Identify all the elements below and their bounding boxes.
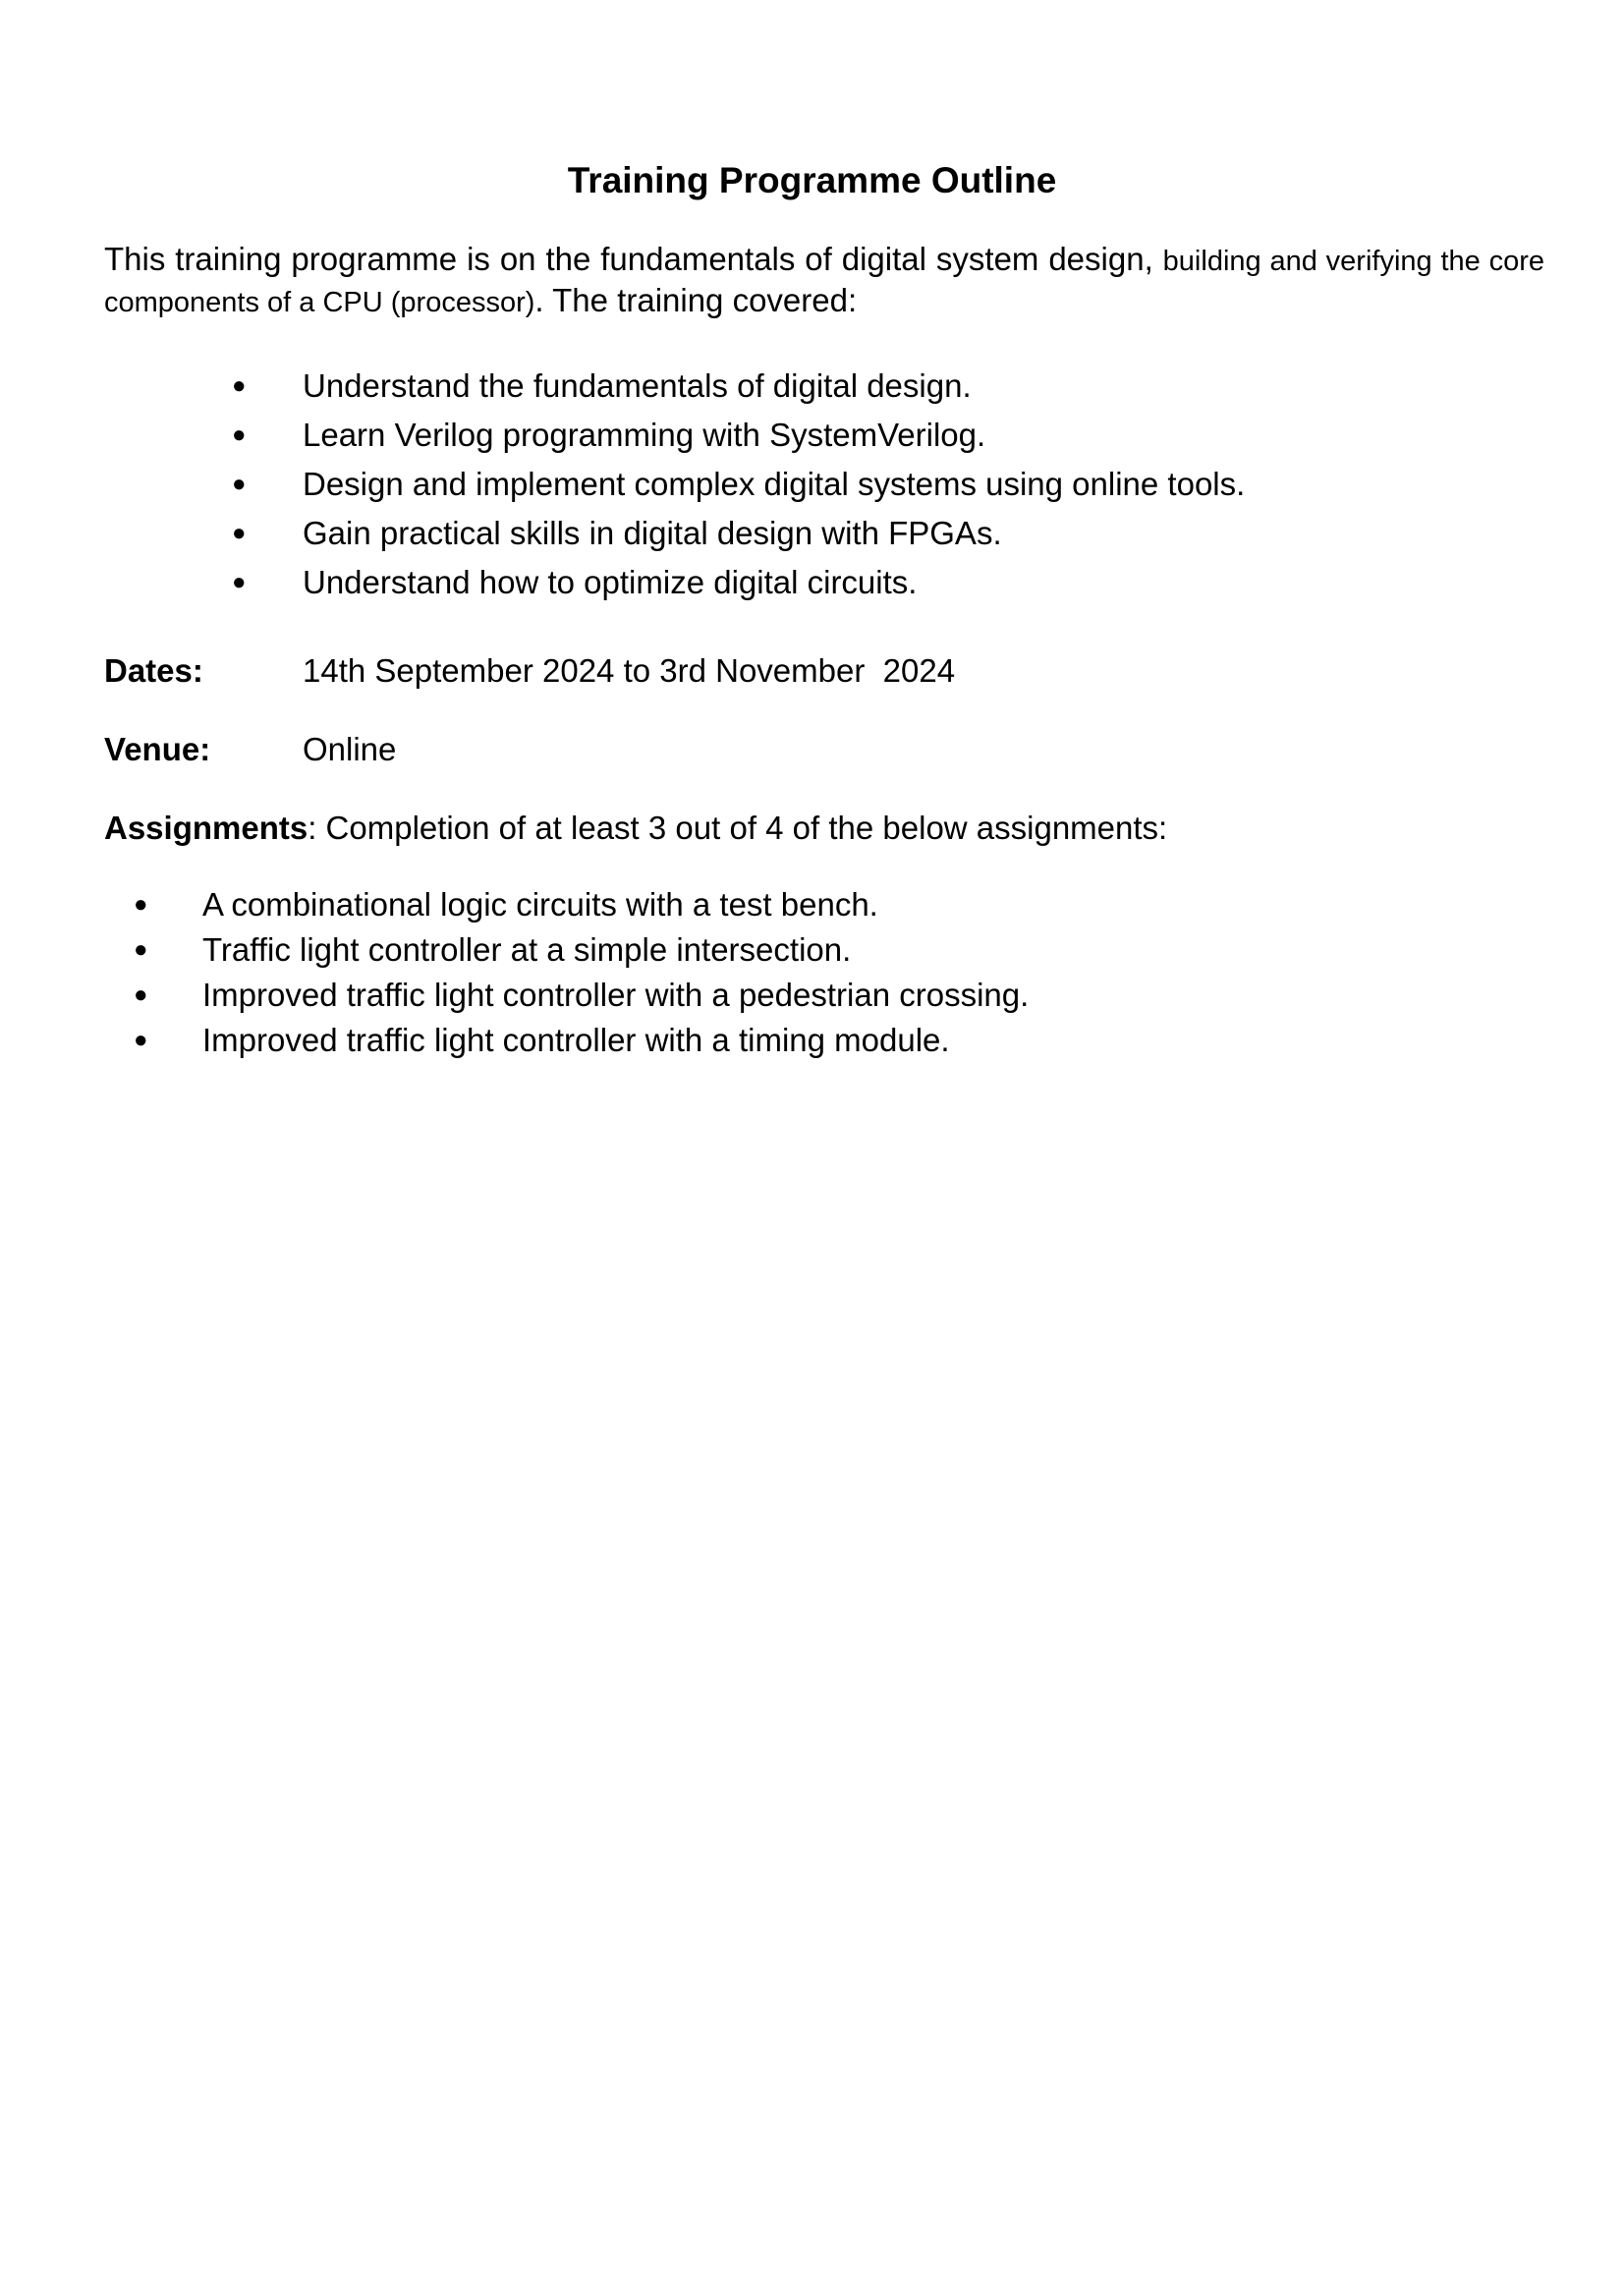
list-item [0,362,1624,411]
assignments-heading [104,804,1167,853]
intro-paragraph [104,240,1544,322]
dates-value: 14th September 2024 to 3rd November 2024 [303,652,956,689]
intro-text-part2: building and verifying the core components of a CPU (processor) [104,246,1544,318]
assignments-label: Assignments [104,810,308,846]
page-title: Training Programme Outline [567,160,1057,200]
bullet-icon: ● [134,1027,148,1053]
list-item [0,1018,1624,1063]
intro-text-part1: This training programme is on the fundamentals of digital system design, [104,241,1163,277]
assignments-text: : Completion of at least 3 out of 4 of the below assignments: [308,810,1168,846]
dates-label: Dates: [104,652,203,689]
list-item [0,509,1624,558]
bullet-icon: ● [232,372,247,399]
bullet-icon: ● [134,981,148,1008]
training-topics-list [0,362,1624,607]
list-item [0,460,1624,509]
list-item [0,927,1624,973]
list-item-text: A combinational logic circuits with a test bench. [202,886,878,923]
list-item [0,558,1624,607]
list-item [0,411,1624,460]
list-item [0,882,1624,927]
list-item-text: Understand how to optimize digital circuits. [303,564,918,600]
venue-value: Online [303,731,397,767]
bullet-icon: ● [134,891,148,918]
venue-row [104,725,1544,774]
list-item-text: Traffic light controller at a simple intersection. [202,931,852,968]
list-item-text: Understand the fundamentals of digital design. [303,367,972,404]
list-item [0,973,1624,1018]
bullet-icon: ● [134,936,148,963]
bullet-icon: ● [232,421,247,448]
dates-row [104,646,1544,696]
bullet-icon: ● [232,520,247,546]
list-item-text: Design and implement complex digital systems using online tools. [303,466,1246,502]
list-item-text: Improved traffic light controller with a pedestrian crossing. [202,977,1030,1013]
list-item-text: Learn Verilog programming with SystemVerilog. [303,417,986,453]
intro-text-part3: . The training covered: [534,282,858,318]
bullet-icon: ● [232,471,247,497]
assignments-list [0,882,1624,1063]
venue-label: Venue: [104,731,211,767]
list-item-text: Improved traffic light controller with a timing module. [202,1022,950,1058]
bullet-icon: ● [232,569,247,595]
list-item-text: Gain practical skills in digital design with FPGAs. [303,515,1002,551]
